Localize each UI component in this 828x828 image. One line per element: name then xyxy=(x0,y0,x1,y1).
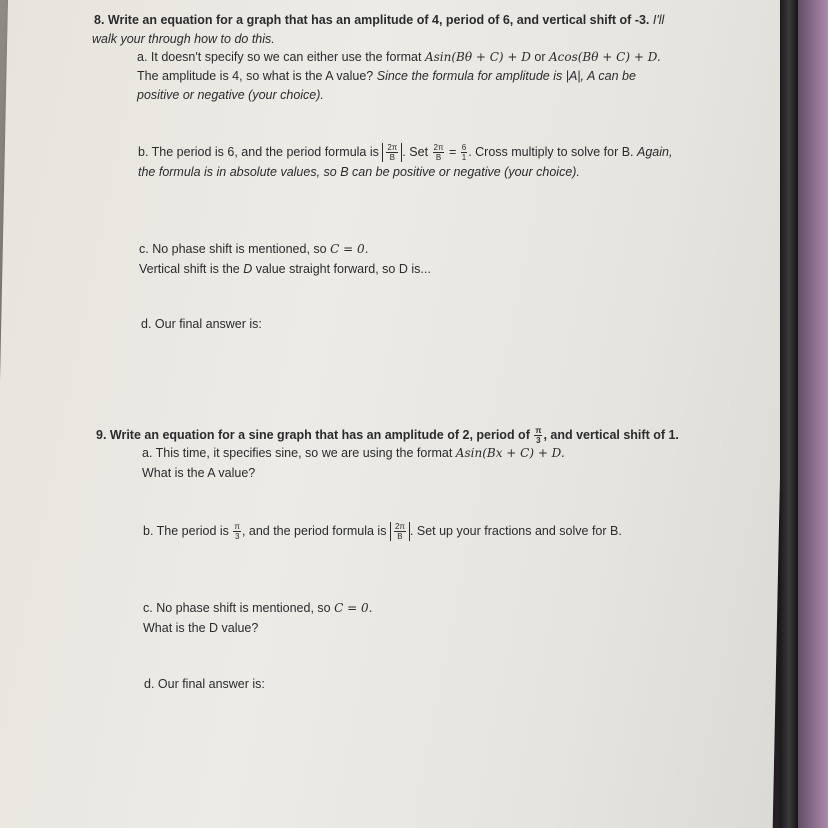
q8-b-set-den: B xyxy=(435,153,442,162)
q8-b-set-fraction xyxy=(433,143,445,162)
q8-c-d: D xyxy=(243,262,253,276)
q9-a-line2: What is the A value? xyxy=(142,466,256,480)
q8-b-formula-den: B xyxy=(389,153,396,162)
q8-a-line2 xyxy=(137,69,636,83)
q9-title-frac-den: 3 xyxy=(536,436,541,445)
q8-c-line2 xyxy=(139,262,431,276)
q8-a-amplitude-note: Since the formula for amplitude is |A|, A can be xyxy=(376,69,636,83)
q8-c-math: C = 0. xyxy=(330,242,369,256)
q8-c-vertical-post: value straight forward, so D is... xyxy=(252,262,431,276)
q9-c-math: C = 0. xyxy=(334,601,373,615)
q9-b-frac-num: π xyxy=(234,522,240,531)
q8-c-line1 xyxy=(139,242,368,256)
q8-b-set-num: 2π xyxy=(433,143,444,152)
q8-b-rhs-num: 6 xyxy=(461,143,467,152)
q8-b-equals: = xyxy=(445,144,460,159)
q9-d-line: d. Our final answer is: xyxy=(144,677,265,691)
q9-a-format: Asin(Bx + C) + D. xyxy=(455,446,565,460)
q8-title-line2: walk your through how to do this. xyxy=(92,32,275,46)
q9-b-formula-den: B xyxy=(397,532,403,541)
q8-b-line2: the formula is in absolute values, so B can be positive or negative (your choice). xyxy=(138,165,580,179)
q9-b-frac-den: 3 xyxy=(234,532,240,541)
q8-a-line1 xyxy=(137,50,661,64)
q9-b-period-formula xyxy=(390,522,410,541)
q8-title-text: 8. Write an equation for a graph that has an amplitude of 4, period of 6, and vertical shift of -3. xyxy=(94,13,650,27)
q8-d-line: d. Our final answer is: xyxy=(141,317,262,331)
q9-c-line2: What is the D value? xyxy=(143,621,259,635)
q8-b-text: b. The period is 6, and the period formula is xyxy=(138,144,383,159)
q8-title xyxy=(94,13,664,27)
q9-a-text: a. This time, it specifies sine, so we are using the format xyxy=(142,446,456,460)
q8-b-set: . Set xyxy=(402,144,432,159)
q9-a-line1 xyxy=(142,446,565,460)
q8-a-amplitude-question: The amplitude is 4, so what is the A value? xyxy=(137,69,377,83)
q8-a-format-cos: Acos(Bθ + C) + D. xyxy=(548,50,661,64)
q8-a-format-sin: Asin(Bθ + C) + D xyxy=(424,50,531,64)
q9-b-text: b. The period is xyxy=(143,523,233,538)
q8-c-vertical-text: Vertical shift is the xyxy=(139,262,244,276)
q9-title-post: , and vertical shift of 1. xyxy=(543,427,679,442)
q9-title xyxy=(96,426,679,445)
q8-b-rhs-den: 1 xyxy=(461,153,467,162)
q9-title-frac-num: π xyxy=(535,426,542,435)
q8-b-line1 xyxy=(138,143,672,162)
q8-b-rhs-fraction xyxy=(461,143,467,162)
q9-b-line xyxy=(143,522,622,541)
q8-b-formula-num: 2π xyxy=(387,143,398,152)
q8-a-text: a. It doesn't specify so we can either use the format xyxy=(137,50,425,64)
q9-title-text: 9. Write an equation for a sine graph that has an amplitude of 2, period of xyxy=(96,427,534,442)
q9-b-post: . Set up your fractions and solve for B. xyxy=(409,523,622,538)
q8-c-text: c. No phase shift is mentioned, so xyxy=(139,242,331,256)
q8-a-or: or xyxy=(530,50,549,64)
q8-b-period-formula xyxy=(382,143,402,162)
q9-title-period-fraction xyxy=(534,426,542,445)
q9-c-line1 xyxy=(143,601,372,615)
q8-b-again: Again, xyxy=(637,144,673,159)
q8-title-italic: I'll xyxy=(649,13,665,27)
q8-a-line3: positive or negative (your choice). xyxy=(137,88,324,102)
q8-b-cross-multiply: . Cross multiply to solve for B. xyxy=(468,144,637,159)
q9-c-text: c. No phase shift is mentioned, so xyxy=(143,601,335,615)
q9-b-mid: , and the period formula is xyxy=(241,523,390,538)
q9-b-period-fraction xyxy=(233,522,241,541)
q9-b-formula-num: 2π xyxy=(394,522,405,531)
